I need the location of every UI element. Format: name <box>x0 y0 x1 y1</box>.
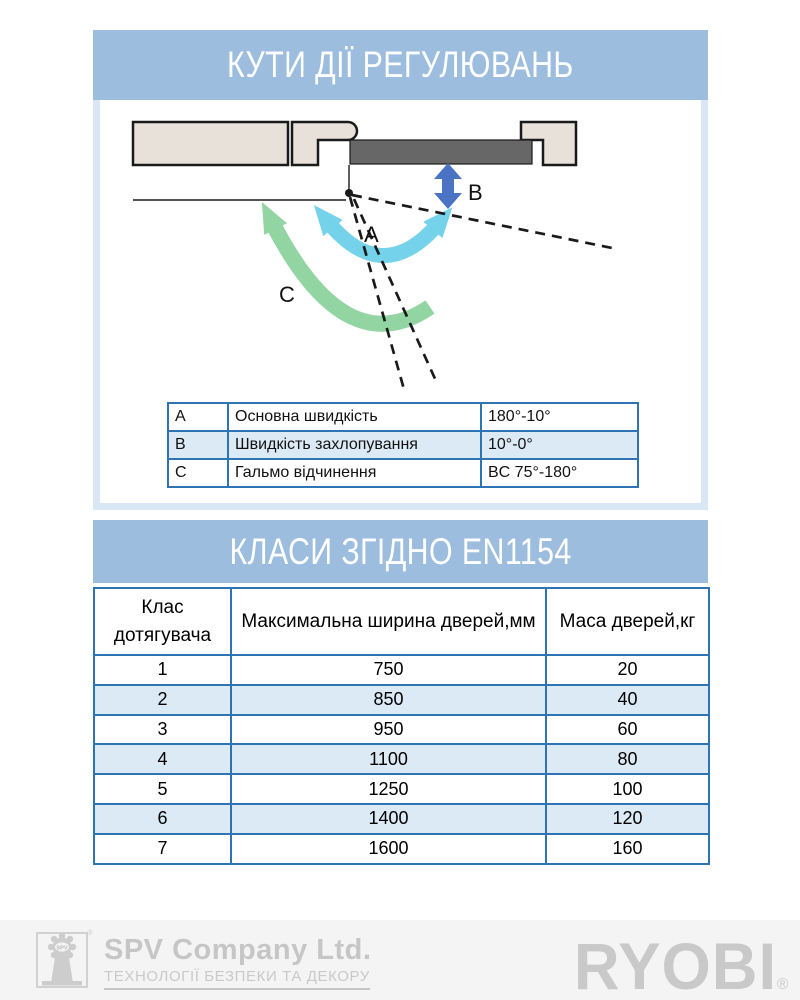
cell-class: 6 <box>94 804 231 834</box>
table-row <box>94 715 709 745</box>
pivot-point <box>345 189 353 197</box>
legend-value: 10°-0° <box>481 431 638 459</box>
closer-slide-bar <box>350 140 532 164</box>
legend-name: Швидкість захлопування <box>228 431 481 459</box>
section-header-classes <box>93 520 708 583</box>
spv-logo-block <box>34 927 371 991</box>
cell-mass: 20 <box>546 655 709 685</box>
table-row <box>94 685 709 715</box>
adjustment-legend-table <box>167 402 639 488</box>
legend-row-c <box>168 459 638 487</box>
cell-width: 1100 <box>231 744 546 774</box>
cell-mass: 160 <box>546 834 709 864</box>
col-header-max-width: Максимальна ширина дверей,мм <box>231 588 546 655</box>
legend-row-b <box>168 431 638 459</box>
legend-key: A <box>168 403 228 431</box>
ryobi-registered-mark: ® <box>776 976 788 993</box>
section-title: КУТИ ДІЇ РЕГУЛЮВАНЬ <box>227 44 574 85</box>
spv-emblem-text: SPV <box>56 945 68 952</box>
cell-mass: 100 <box>546 774 709 804</box>
table-row <box>94 744 709 774</box>
classes-table <box>93 587 710 865</box>
ryobi-wordmark: RYOBI <box>573 929 777 1000</box>
diagram-label-b: B <box>468 180 483 205</box>
cell-class: 7 <box>94 834 231 864</box>
cell-mass: 80 <box>546 744 709 774</box>
table-row <box>94 804 709 834</box>
cell-class: 2 <box>94 685 231 715</box>
legend-value: 180°-10° <box>481 403 638 431</box>
cell-mass: 60 <box>546 715 709 745</box>
col-header-class: Клас дотягувача <box>94 588 231 655</box>
cell-width: 850 <box>231 685 546 715</box>
dashed-line-10deg <box>352 195 617 249</box>
cell-class: 5 <box>94 774 231 804</box>
section-header-angles <box>93 30 708 100</box>
classes-table-header-row <box>94 588 709 655</box>
legend-key: C <box>168 459 228 487</box>
cell-mass: 40 <box>546 685 709 715</box>
legend-name: Основна швидкість <box>228 403 481 431</box>
table-row <box>94 774 709 804</box>
door-frame-middle-block <box>292 122 357 165</box>
legend-name: Гальмо відчинення <box>228 459 481 487</box>
spv-company-name: SPV Company Ltd. <box>104 934 372 966</box>
legend-key: B <box>168 431 228 459</box>
arrow-a-main-speed <box>328 222 438 256</box>
door-closer-diagram <box>100 100 703 400</box>
table-row <box>94 655 709 685</box>
cell-width: 750 <box>231 655 546 685</box>
cell-class: 3 <box>94 715 231 745</box>
cell-class: 4 <box>94 744 231 774</box>
door-frame-left-block <box>133 122 288 165</box>
cell-class: 1 <box>94 655 231 685</box>
diagram-label-a: A <box>364 222 379 247</box>
table-row <box>94 834 709 864</box>
cell-width: 1250 <box>231 774 546 804</box>
arrow-b-latch-speed <box>434 163 462 209</box>
cell-width: 1600 <box>231 834 546 864</box>
cell-width: 950 <box>231 715 546 745</box>
cell-mass: 120 <box>546 804 709 834</box>
legend-row-a <box>168 403 638 431</box>
col-header-mass: Маса дверей,кг <box>546 588 709 655</box>
spv-tagline: ТЕХНОЛОГІЇ БЕЗПЕКИ ТА ДЕКОРУ <box>104 968 370 990</box>
legend-value: BC 75°-180° <box>481 459 638 487</box>
spv-text-block <box>104 927 371 990</box>
cell-width: 1400 <box>231 804 546 834</box>
diagram-label-c: C <box>279 282 295 307</box>
spv-emblem-icon <box>34 927 94 991</box>
spv-registered-mark: ® <box>87 930 93 937</box>
section-title: КЛАСИ ЗГІДНО EN1154 <box>229 530 572 572</box>
angles-panel <box>93 100 708 510</box>
ryobi-logo <box>573 929 788 1000</box>
footer <box>0 920 800 1000</box>
